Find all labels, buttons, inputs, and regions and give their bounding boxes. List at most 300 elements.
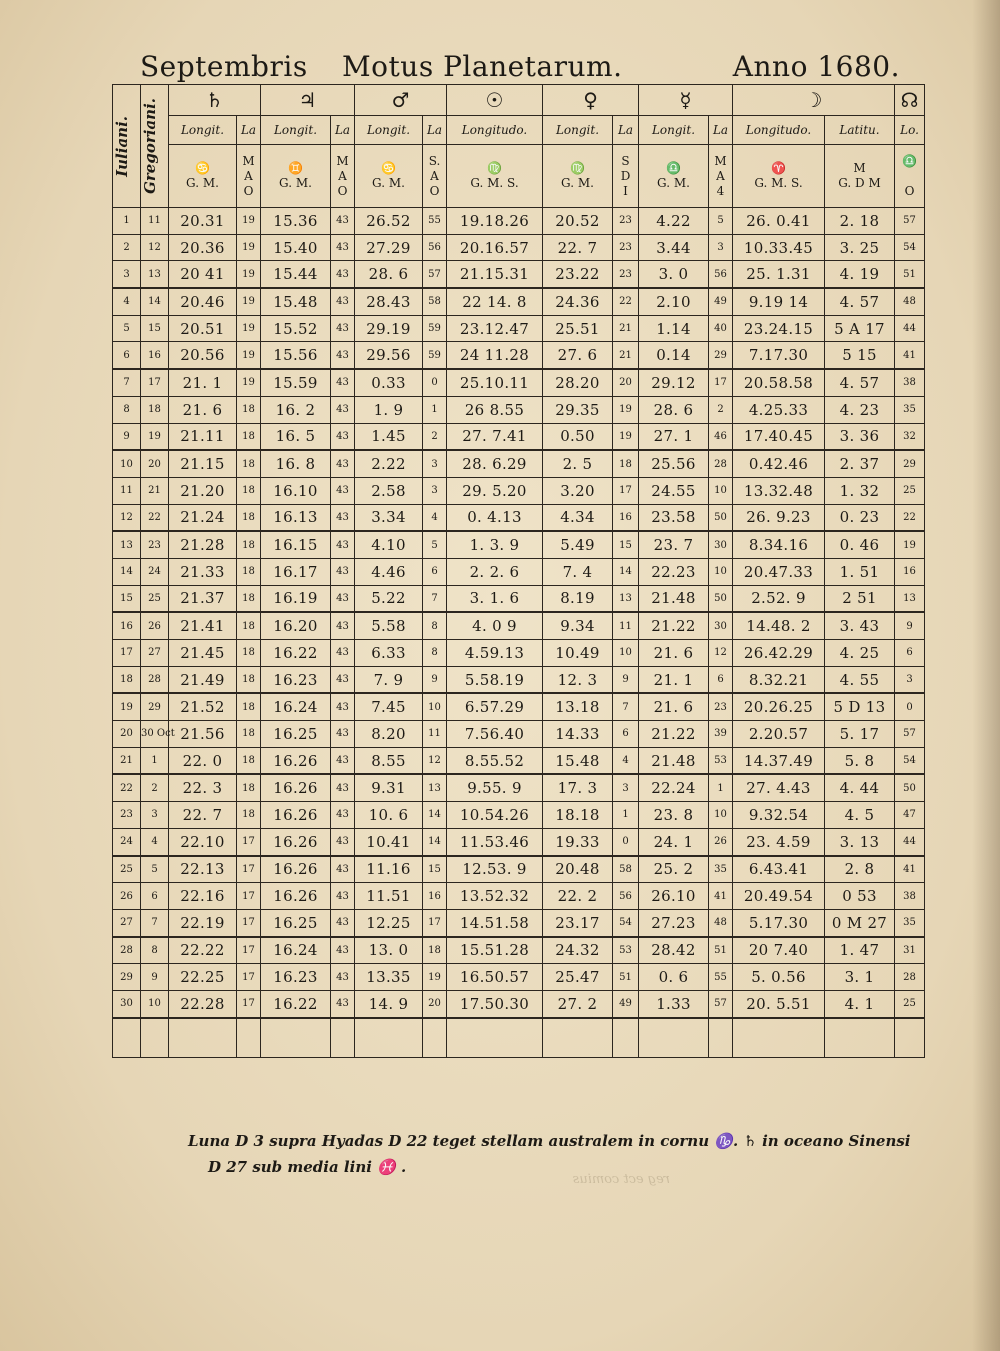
table-cell: 22.22 xyxy=(169,937,237,964)
table-cell: 11 xyxy=(113,477,141,504)
table-cell: 2.58 xyxy=(355,477,423,504)
table-cell: 13 xyxy=(113,531,141,558)
table-cell: 16.26 xyxy=(261,747,331,774)
table-cell: 20.58.58 xyxy=(733,369,825,396)
table-cell: 21. 6 xyxy=(639,693,709,720)
table-cell: 5 15 xyxy=(825,342,895,369)
table-cell: 56 xyxy=(709,261,733,288)
table-cell: 17 xyxy=(237,828,261,855)
table-cell: 9 xyxy=(613,666,639,693)
table-cell: 43 xyxy=(331,558,355,585)
table-cell: 59 xyxy=(423,315,447,342)
table-cell: 15.56 xyxy=(261,342,331,369)
table-cell: 22.19 xyxy=(169,909,237,936)
table-cell: 1.45 xyxy=(355,423,423,450)
table-cell: 53 xyxy=(709,747,733,774)
table-cell: 23 xyxy=(613,261,639,288)
table-row xyxy=(113,828,925,855)
table-cell: 28.43 xyxy=(355,288,423,315)
table-cell-empty xyxy=(331,1018,355,1058)
column-label: Longitudo. xyxy=(447,116,543,145)
table-row xyxy=(113,261,925,288)
table-cell: 14.51.58 xyxy=(447,909,543,936)
table-cell: 7.56.40 xyxy=(447,721,543,748)
table-cell: 1 xyxy=(423,396,447,423)
column-sign-units: ♎ O xyxy=(895,145,925,208)
table-cell: 16.25 xyxy=(261,721,331,748)
table-cell: 10 xyxy=(613,640,639,667)
footer-line-1: Luna D 3 supra Hyadas D 22 teget stellam australem in cornu ♑. ♄ in oceano Sinensi xyxy=(188,1132,911,1150)
column-sign-units: ♋ G. M. xyxy=(355,145,423,208)
table-row xyxy=(113,208,925,235)
table-cell: 23.22 xyxy=(543,261,613,288)
table-cell: 43 xyxy=(331,990,355,1017)
table-cell: 30 xyxy=(709,612,733,639)
table-cell: 43 xyxy=(331,531,355,558)
table-cell: 15.48 xyxy=(543,747,613,774)
table-cell: 2.10 xyxy=(639,288,709,315)
table-cell: 24 xyxy=(113,828,141,855)
table-cell: 23 xyxy=(113,802,141,829)
table-cell: 20.49.54 xyxy=(733,883,825,910)
table-cell: 4. 55 xyxy=(825,666,895,693)
table-cell: 15.59 xyxy=(261,369,331,396)
column-label: Longit. xyxy=(543,116,613,145)
table-cell: 3. 0 xyxy=(639,261,709,288)
table-cell: 25.56 xyxy=(639,450,709,477)
table-cell: 3 xyxy=(709,234,733,261)
table-cell: 5 D 13 xyxy=(825,693,895,720)
column-sign-units: M A O xyxy=(237,145,261,208)
table-cell: 20.52 xyxy=(543,208,613,235)
column-sign-units: ♊ G. M. xyxy=(261,145,331,208)
table-cell: 26. 0.41 xyxy=(733,208,825,235)
table-cell: 5. 0.56 xyxy=(733,964,825,991)
table-cell: 5 xyxy=(113,315,141,342)
table-cell: 39 xyxy=(709,721,733,748)
table-cell: 16.26 xyxy=(261,802,331,829)
table-cell: 2.52. 9 xyxy=(733,585,825,612)
table-cell: 24 11.28 xyxy=(447,342,543,369)
table-cell-empty xyxy=(169,1018,237,1058)
table-cell: 16. 2 xyxy=(261,396,331,423)
table-cell: 41 xyxy=(895,856,925,883)
table-cell: 43 xyxy=(331,504,355,531)
table-cell: 28 xyxy=(141,666,169,693)
table-cell: 1 xyxy=(709,774,733,801)
table-cell: 0 xyxy=(613,828,639,855)
table-cell-empty xyxy=(141,1018,169,1058)
table-cell: 17 xyxy=(113,640,141,667)
table-cell: 18 xyxy=(141,396,169,423)
table-cell: 6 xyxy=(709,666,733,693)
table-cell: 1.14 xyxy=(639,315,709,342)
table-cell-empty xyxy=(543,1018,613,1058)
table-cell: 11 xyxy=(141,208,169,235)
table-cell: 35 xyxy=(895,396,925,423)
table-cell: 9.32.54 xyxy=(733,802,825,829)
column-sign-units: ♎ G. M. xyxy=(639,145,709,208)
table-cell: 16.26 xyxy=(261,828,331,855)
table-cell: 1 xyxy=(141,747,169,774)
table-cell: 16.13 xyxy=(261,504,331,531)
table-cell: 21.28 xyxy=(169,531,237,558)
table-cell: 24 xyxy=(141,558,169,585)
table-cell: 21.15.31 xyxy=(447,261,543,288)
table-cell: 22.28 xyxy=(169,990,237,1017)
table-cell: 43 xyxy=(331,909,355,936)
table-cell: 1. 51 xyxy=(825,558,895,585)
table-cell: 10 xyxy=(709,802,733,829)
table-cell: 18 xyxy=(237,747,261,774)
table-cell-empty xyxy=(895,1018,925,1058)
table-cell: 6 xyxy=(613,721,639,748)
column-label: Longit. xyxy=(355,116,423,145)
column-label: Longit. xyxy=(639,116,709,145)
table-cell: 10.41 xyxy=(355,828,423,855)
table-cell: 0.42.46 xyxy=(733,450,825,477)
table-cell: 16.24 xyxy=(261,693,331,720)
table-cell-empty xyxy=(423,1018,447,1058)
table-cell: 16.22 xyxy=(261,640,331,667)
jupiter-symbol: ♃ xyxy=(261,85,355,116)
table-cell: 9.31 xyxy=(355,774,423,801)
table-cell: 22 14. 8 xyxy=(447,288,543,315)
table-cell: 29.19 xyxy=(355,315,423,342)
table-cell: 21.48 xyxy=(639,747,709,774)
table-cell: 20.56 xyxy=(169,342,237,369)
table-cell: 5 xyxy=(141,856,169,883)
table-cell: 2.20.57 xyxy=(733,721,825,748)
table-cell: 6 xyxy=(113,342,141,369)
table-cell: 2. 8 xyxy=(825,856,895,883)
table-cell: 12. 3 xyxy=(543,666,613,693)
table-row xyxy=(113,504,925,531)
column-label: La xyxy=(709,116,733,145)
table-cell: 28.20 xyxy=(543,369,613,396)
table-cell: 9 xyxy=(423,666,447,693)
table-cell: 13 xyxy=(613,585,639,612)
table-cell: 16. 8 xyxy=(261,450,331,477)
table-row xyxy=(113,909,925,936)
table-cell: 7 xyxy=(613,693,639,720)
table-cell: 16.25 xyxy=(261,909,331,936)
table-cell: 18 xyxy=(237,558,261,585)
column-label: Latitu. xyxy=(825,116,895,145)
table-cell: 25 xyxy=(895,990,925,1017)
table-cell: 43 xyxy=(331,883,355,910)
table-cell: 59 xyxy=(423,342,447,369)
table-cell: 24.55 xyxy=(639,477,709,504)
header-title: Motus Planetarum. xyxy=(342,50,623,83)
table-cell: 43 xyxy=(331,828,355,855)
table-cell: 16 xyxy=(895,558,925,585)
table-cell: 18 xyxy=(237,640,261,667)
table-cell: 18 xyxy=(613,450,639,477)
table-cell: 27 xyxy=(113,909,141,936)
table-cell: 20.51 xyxy=(169,315,237,342)
table-cell: 21.49 xyxy=(169,666,237,693)
table-cell: 21.20 xyxy=(169,477,237,504)
table-cell: 27. 7.41 xyxy=(447,423,543,450)
table-cell: 16.22 xyxy=(261,990,331,1017)
column-sign-units: ♈ G. M. S. xyxy=(733,145,825,208)
table-cell: 4. 23 xyxy=(825,396,895,423)
table-cell: 19 xyxy=(237,369,261,396)
table-cell: 15.48 xyxy=(261,288,331,315)
table-cell: 17 xyxy=(709,369,733,396)
table-cell: 44 xyxy=(895,315,925,342)
table-cell: 51 xyxy=(895,261,925,288)
table-cell: 10.49 xyxy=(543,640,613,667)
table-cell: 22.16 xyxy=(169,883,237,910)
table-cell: 46 xyxy=(709,423,733,450)
table-cell: 29. 5.20 xyxy=(447,477,543,504)
table-cell: 26. 9.23 xyxy=(733,504,825,531)
node-symbol: ☊ xyxy=(895,85,925,116)
table-cell: 11 xyxy=(613,612,639,639)
table-cell: 8.19 xyxy=(543,585,613,612)
column-label: La xyxy=(331,116,355,145)
table-cell: 43 xyxy=(331,369,355,396)
table-cell: 5. 8 xyxy=(825,747,895,774)
table-cell: 43 xyxy=(331,612,355,639)
table-cell: 43 xyxy=(331,585,355,612)
table-cell: 27. 2 xyxy=(543,990,613,1017)
table-cell: 16. 5 xyxy=(261,423,331,450)
column-label: La xyxy=(613,116,639,145)
table-cell: 10 xyxy=(141,990,169,1017)
column-label: Longit. xyxy=(169,116,237,145)
table-cell: 25 xyxy=(141,585,169,612)
table-cell: 43 xyxy=(331,208,355,235)
table-cell: 5.58 xyxy=(355,612,423,639)
table-cell: 18 xyxy=(237,802,261,829)
table-cell: 47 xyxy=(895,802,925,829)
table-cell: 19 xyxy=(113,693,141,720)
table-cell: 18 xyxy=(237,666,261,693)
table-cell: 24. 1 xyxy=(639,828,709,855)
table-cell: 14 xyxy=(141,288,169,315)
table-cell: 9.19 14 xyxy=(733,288,825,315)
table-cell: 13 xyxy=(895,585,925,612)
table-cell: 15 xyxy=(141,315,169,342)
table-cell: 2 xyxy=(709,396,733,423)
table-cell: 20. 5.51 xyxy=(733,990,825,1017)
table-cell-empty xyxy=(639,1018,709,1058)
table-cell: 7 xyxy=(113,369,141,396)
table-cell: 22.13 xyxy=(169,856,237,883)
table-cell: 22. 7 xyxy=(169,802,237,829)
column-sign-units: M A O xyxy=(331,145,355,208)
table-cell: 11.51 xyxy=(355,883,423,910)
table-cell: 50 xyxy=(709,504,733,531)
table-cell: 19 xyxy=(613,423,639,450)
table-cell: 54 xyxy=(895,234,925,261)
header-year: Anno 1680. xyxy=(732,50,900,83)
table-cell: 18 xyxy=(237,612,261,639)
table-cell: 9.55. 9 xyxy=(447,774,543,801)
column-label: Longitudo. xyxy=(733,116,825,145)
table-cell: 20 xyxy=(423,990,447,1017)
table-cell: 50 xyxy=(895,774,925,801)
table-cell: 43 xyxy=(331,450,355,477)
table-row xyxy=(113,802,925,829)
table-cell: 4.25.33 xyxy=(733,396,825,423)
table-cell: 6.33 xyxy=(355,640,423,667)
table-cell: 24.36 xyxy=(543,288,613,315)
table-cell: 13 xyxy=(423,774,447,801)
table-cell-empty xyxy=(261,1018,331,1058)
table-cell: 17. 3 xyxy=(543,774,613,801)
table-cell: 16.17 xyxy=(261,558,331,585)
table-cell: 43 xyxy=(331,396,355,423)
table-cell: 15 xyxy=(113,585,141,612)
table-cell: 22 xyxy=(613,288,639,315)
table-cell: 5 xyxy=(423,531,447,558)
table-cell: 43 xyxy=(331,856,355,883)
table-row xyxy=(113,774,925,801)
table-cell: 20.16.57 xyxy=(447,234,543,261)
table-cell: 4.22 xyxy=(639,208,709,235)
table-cell: 0. 4.13 xyxy=(447,504,543,531)
table-cell: 21. 1 xyxy=(169,369,237,396)
table-cell: 10 xyxy=(423,693,447,720)
table-cell: 43 xyxy=(331,315,355,342)
table-row xyxy=(113,369,925,396)
table-cell: 2. 2. 6 xyxy=(447,558,543,585)
table-cell: 35 xyxy=(709,856,733,883)
table-cell: 17 xyxy=(237,909,261,936)
table-cell-empty xyxy=(613,1018,639,1058)
table-cell: 43 xyxy=(331,477,355,504)
table-cell: 21.24 xyxy=(169,504,237,531)
table-cell: 20.26.25 xyxy=(733,693,825,720)
table-cell: 0 M 27 xyxy=(825,909,895,936)
table-cell: 43 xyxy=(331,774,355,801)
table-cell: 0.14 xyxy=(639,342,709,369)
table-cell: 58 xyxy=(613,856,639,883)
table-cell: 21 xyxy=(113,747,141,774)
table-cell: 28. 6 xyxy=(355,261,423,288)
table-cell: 25 xyxy=(113,856,141,883)
table-cell: 5.49 xyxy=(543,531,613,558)
table-cell: 13. 0 xyxy=(355,937,423,964)
table-cell: 43 xyxy=(331,342,355,369)
table-cell: 7. 4 xyxy=(543,558,613,585)
table-cell: 22.24 xyxy=(639,774,709,801)
table-cell: 43 xyxy=(331,693,355,720)
table-cell: 29 xyxy=(113,964,141,991)
table-cell: 30 xyxy=(709,531,733,558)
column-sign-units: ♍ G. M. S. xyxy=(447,145,543,208)
table-cell: 18 xyxy=(237,504,261,531)
table-cell: 13.18 xyxy=(543,693,613,720)
table-row xyxy=(113,288,925,315)
table-cell: 9.34 xyxy=(543,612,613,639)
table-cell: 16.23 xyxy=(261,666,331,693)
table-cell: 19.33 xyxy=(543,828,613,855)
table-cell: 14.37.49 xyxy=(733,747,825,774)
table-cell: 29 xyxy=(141,693,169,720)
mercury-symbol: ☿ xyxy=(639,85,733,116)
table-cell: 8 xyxy=(423,640,447,667)
table-cell: 21.37 xyxy=(169,585,237,612)
table-cell: 18 xyxy=(237,450,261,477)
table-row xyxy=(113,234,925,261)
table-cell: 29 xyxy=(895,450,925,477)
table-row xyxy=(113,856,925,883)
table-cell: 10 xyxy=(709,477,733,504)
table-cell: 3 xyxy=(423,450,447,477)
table-cell: 20 xyxy=(141,450,169,477)
table-cell: 2. 5 xyxy=(543,450,613,477)
table-cell: 21.45 xyxy=(169,640,237,667)
table-cell: 18 xyxy=(113,666,141,693)
table-row xyxy=(113,640,925,667)
table-cell: 21. 6 xyxy=(639,640,709,667)
table-cell: 20.48 xyxy=(543,856,613,883)
table-cell: 35 xyxy=(895,909,925,936)
table-cell: 27. 4.43 xyxy=(733,774,825,801)
table-cell: 1 xyxy=(613,802,639,829)
table-cell: 12 xyxy=(141,234,169,261)
table-cell: 3.20 xyxy=(543,477,613,504)
table-cell: 0 xyxy=(423,369,447,396)
table-cell: 27 xyxy=(141,640,169,667)
table-cell-empty xyxy=(709,1018,733,1058)
table-cell: 25. 1.31 xyxy=(733,261,825,288)
table-cell-empty xyxy=(825,1018,895,1058)
table-cell: 18 xyxy=(237,396,261,423)
table-cell: 48 xyxy=(709,909,733,936)
table-cell: 2 xyxy=(423,423,447,450)
footer-line-2: D 27 sub media lini ♓ . xyxy=(208,1158,407,1176)
table-cell: 21. 6 xyxy=(169,396,237,423)
table-row xyxy=(113,721,925,748)
table-cell: 17 xyxy=(237,964,261,991)
column-sign-units: S D I xyxy=(613,145,639,208)
table-cell: 28 xyxy=(895,964,925,991)
table-cell: 14 xyxy=(113,558,141,585)
table-cell: 16.24 xyxy=(261,937,331,964)
header-month: Septembris xyxy=(140,50,308,83)
table-cell: 16 xyxy=(113,612,141,639)
table-cell: 28. 6.29 xyxy=(447,450,543,477)
bleed-through-text: reg ect comius xyxy=(572,1172,670,1187)
table-cell-empty xyxy=(447,1018,543,1058)
table-cell: 38 xyxy=(895,369,925,396)
table-cell: 20.31 xyxy=(169,208,237,235)
table-cell: 3. 1. 6 xyxy=(447,585,543,612)
table-cell: 19 xyxy=(237,315,261,342)
table-cell: 44 xyxy=(895,828,925,855)
table-cell: 18 xyxy=(237,774,261,801)
table-cell: 54 xyxy=(613,909,639,936)
table-cell: 4. 25 xyxy=(825,640,895,667)
table-row xyxy=(113,558,925,585)
table-cell: 8.20 xyxy=(355,721,423,748)
table-cell: 10. 6 xyxy=(355,802,423,829)
table-cell: 27.23 xyxy=(639,909,709,936)
table-row xyxy=(113,990,925,1017)
table-cell: 19 xyxy=(237,261,261,288)
table-cell: 7 xyxy=(141,909,169,936)
table-cell: 4 xyxy=(113,288,141,315)
table-cell: 14 xyxy=(423,828,447,855)
table-cell: 5.58.19 xyxy=(447,666,543,693)
table-cell: 4. 5 xyxy=(825,802,895,829)
